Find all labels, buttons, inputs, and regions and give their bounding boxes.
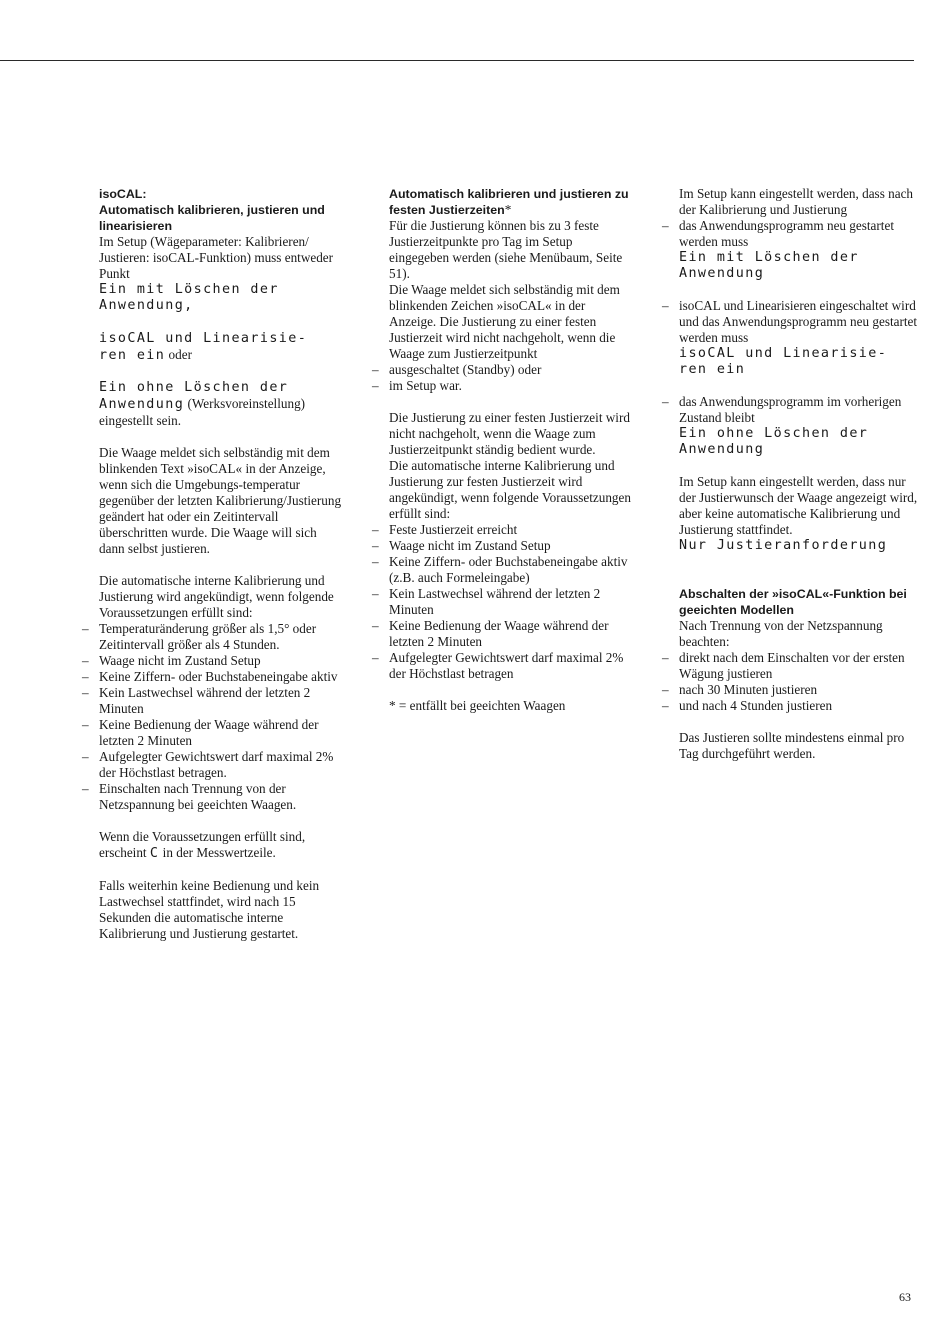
display-option-3: Ein ohne Löschen der Anwendung <box>679 426 869 457</box>
display-symbol-c: C <box>149 846 160 861</box>
list-item: – Waage nicht im Zustand Setup <box>99 653 344 669</box>
paragraph: Die automatische interne Kalibrierung und Justierung zur festen Justierzeit wird angekündigt, wenn folgende Voraussetzungen erfüllt sind: <box>389 458 631 521</box>
display-option-2: isoCAL und Linearisie- ren ein <box>99 331 308 363</box>
list-item: – Kein Lastwechsel während der letzten 2 Minuten <box>389 586 634 618</box>
section-title: isoCAL: <box>99 187 147 201</box>
footnote: * = entfällt bei geeichten Waagen <box>389 698 566 713</box>
list-item: – und nach 4 Stunden justieren <box>679 698 924 714</box>
page-number: 63 <box>899 1290 911 1304</box>
paragraph: Die Waage meldet sich selbständig mit dem blinkenden Text »isoCAL« in der Anzeige, wenn sich die Umgebungs-temperatur gegenüber der letzten Kalibrierung/Justierung geändert hat oder ein Zeitintervall überschritten wurde. Die Waage will sich dann selbst justieren. <box>99 445 342 556</box>
list-item: – Keine Ziffern- oder Buchstabeneingabe aktiv <box>99 669 344 685</box>
list-item: – ausgeschaltet (Standby) oder <box>389 362 634 378</box>
intro-text: Im Setup (Wägeparameter: Kalibrieren/ Justieren: isoCAL-Funktion) muss entweder Punkt <box>99 234 334 281</box>
column-middle <box>389 186 634 714</box>
display-option-2: isoCAL und Linearisie- ren ein <box>679 346 888 377</box>
paragraph <box>99 829 344 862</box>
paragraph: Für die Justierung können bis zu 3 feste Justierzeitpunkte pro Tag im Setup eingegeben werden (siehe Menübaum, Seite 51). <box>389 218 623 281</box>
paragraph: Die Waage meldet sich selbständig mit dem blinkenden Zeichen »isoCAL« in der Anzeige. Die Justierung zu einer festen Justierzeit wird nicht nachgeholt, wenn die Waage zum Justierzeitpunkt <box>389 282 620 361</box>
display-option-1: Ein mit Löschen der Anwendung, <box>99 282 279 313</box>
list-item: – das Anwendungsprogramm neu gestartet werden muss <box>679 218 924 250</box>
column-right <box>679 186 924 762</box>
list-item: – Keine Ziffern- oder Buchstabeneingabe aktiv (z.B. auch Formeleingabe) <box>389 554 634 586</box>
display-option-3a: Ein ohne Löschen der <box>99 380 289 395</box>
list-item: – Aufgelegter Gewichtswert darf maximal 2% der Höchstlast betragen. <box>99 749 344 781</box>
text-span: Wenn die Voraussetzungen erfüllt sind, erscheint <box>99 829 306 860</box>
paragraph: Im Setup kann eingestellt werden, dass nach der Kalibrierung und Justierung <box>679 186 914 217</box>
paragraph: Das Justieren sollte mindestens einmal pro Tag durchgeführt werden. <box>679 730 905 761</box>
text-span: in der Messwertzeile. <box>159 845 276 860</box>
top-rule <box>0 60 914 61</box>
default-setting-text: (Werksvoreinstellung) eingestellt sein. <box>99 396 306 428</box>
list-item: – Keine Bedienung der Waage während der letzten 2 Minuten <box>99 717 344 749</box>
section-title: Automatisch kalibrieren und justieren zu festen Justierzeiten <box>389 187 629 217</box>
list-item: – Aufgelegter Gewichtswert darf maximal 2% der Höchstlast betragen <box>389 650 634 682</box>
paragraph: Nach Trennung von der Netzspannung beachten: <box>679 618 883 649</box>
requirements-list <box>99 621 344 813</box>
display-option-1: Ein mit Löschen der Anwendung <box>679 250 859 281</box>
footnote-marker: * <box>504 202 512 217</box>
display-option-3b: Anwendung <box>99 397 185 412</box>
list-item: – Waage nicht im Zustand Setup <box>389 538 634 554</box>
list-item: – das Anwendungsprogramm im vorherigen Zustand bleibt <box>679 394 924 426</box>
list-item: – Kein Lastwechsel während der letzten 2 Minuten <box>99 685 344 717</box>
list-item: – im Setup war. <box>389 378 634 394</box>
column-left <box>99 186 344 942</box>
section-title: Abschalten der »isoCAL«-Funktion bei geeichten Modellen <box>679 587 907 617</box>
instruction-list <box>679 650 924 714</box>
list-item: – Keine Bedienung der Waage während der letzten 2 Minuten <box>389 618 634 650</box>
paragraph: Falls weiterhin keine Bedienung und kein Lastwechsel stattfindet, wird nach 15 Sekunden die automatische interne Kalibrierung und Justierung gestartet. <box>99 878 320 941</box>
list-item: – Feste Justierzeit erreicht <box>389 522 634 538</box>
option-list-1 <box>679 218 924 250</box>
option-list-3 <box>679 394 924 426</box>
paragraph: Die automatische interne Kalibrierung und Justierung wird angekündigt, wenn folgende Voraussetzungen erfüllt sind: <box>99 573 334 620</box>
option-list-2 <box>679 298 924 346</box>
paragraph: Die Justierung zu einer festen Justierzeit wird nicht nachgeholt, wenn die Waage zum Justierzeitpunkt ständig bedient wurde. <box>389 410 630 457</box>
list-item: – Einschalten nach Trennung von der Netzspannung bei geeichten Waagen. <box>99 781 344 813</box>
list-item: – isoCAL und Linearisieren eingeschaltet wird und das Anwendungsprogramm neu gestartet werden muss <box>679 298 924 346</box>
oder-text: oder <box>165 347 192 362</box>
requirements-list <box>389 522 634 682</box>
list-item: – direkt nach dem Einschalten vor der ersten Wägung justieren <box>679 650 924 682</box>
list-item: – Temperaturänderung größer als 1,5° oder Zeitintervall größer als 4 Stunden. <box>99 621 344 653</box>
condition-list <box>389 362 634 394</box>
list-item: – nach 30 Minuten justieren <box>679 682 924 698</box>
paragraph: Im Setup kann eingestellt werden, dass nur der Justierwunsch der Waage angezeigt wird, aber keine automatische Kalibrierung und Justierung stattfindet. <box>679 474 918 537</box>
display-option-4: Nur Justieranforderung <box>679 538 888 553</box>
section-subtitle: Automatisch kalibrieren, justieren und linearisieren <box>99 203 325 233</box>
